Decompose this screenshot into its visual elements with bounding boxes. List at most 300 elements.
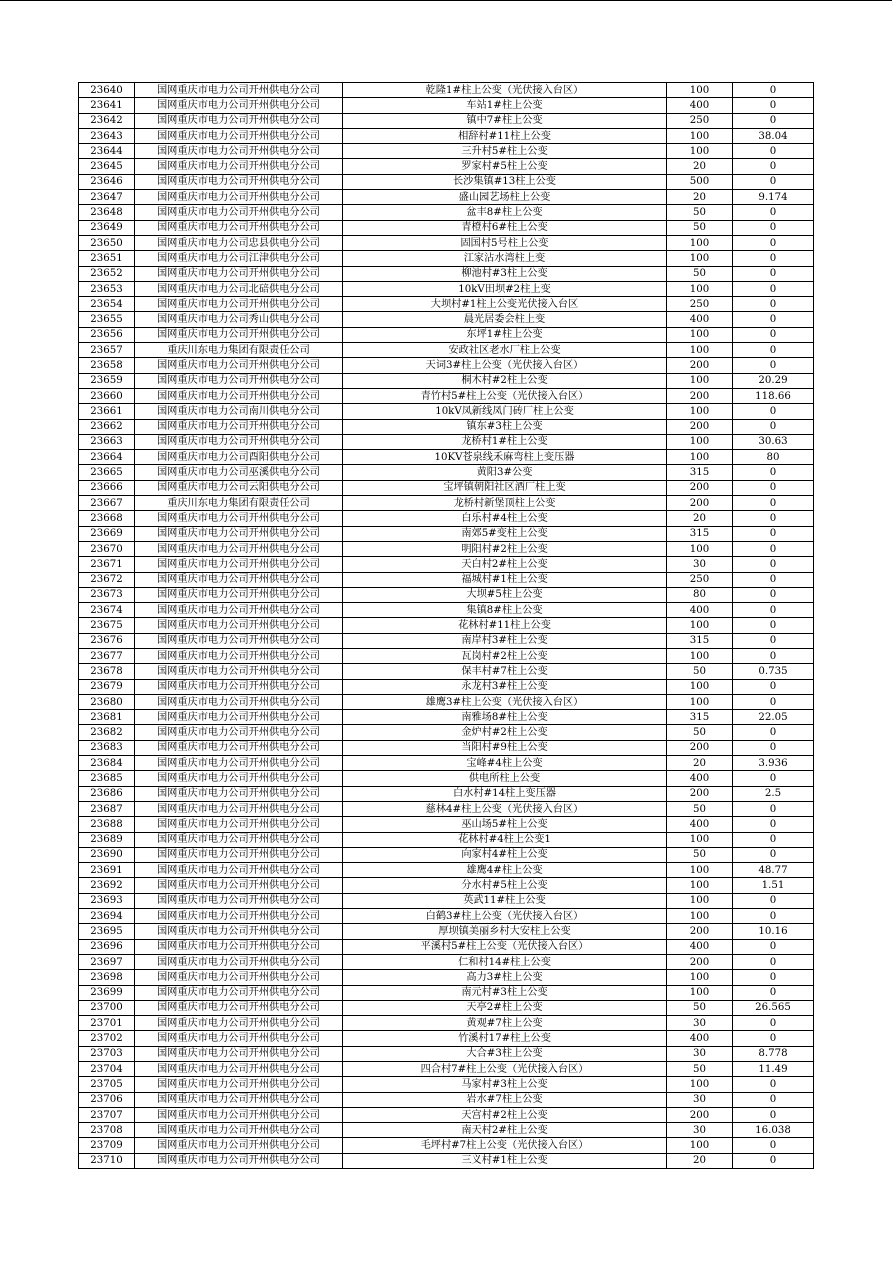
transformer-name-cell: 南雅场8#柱上公变 [343,710,667,725]
capacity-cell: 100 [667,541,733,556]
capacity-cell: 400 [667,98,733,113]
transformer-name-cell: 南岸村3#柱上公变 [343,633,667,648]
transformer-name-cell: 龙桥村新堡顶柱上公变 [343,496,667,511]
table-row [79,1107,814,1122]
capacity-cell: 100 [667,281,733,296]
table-row [79,1031,814,1046]
table-row [79,756,814,771]
row-id-cell: 23706 [79,1092,135,1107]
row-id-cell: 23683 [79,740,135,755]
company-cell: 国网重庆市电力公司开州供电分公司 [135,679,343,694]
transformer-name-cell: 长沙集镇#13柱上公变 [343,174,667,189]
capacity-cell: 100 [667,327,733,342]
capacity-cell: 50 [667,1000,733,1015]
value-cell: 0 [733,603,814,618]
company-cell: 国网重庆市电力公司开州供电分公司 [135,572,343,587]
table-row [79,863,814,878]
company-cell: 国网重庆市电力公司开州供电分公司 [135,863,343,878]
capacity-cell: 50 [667,1062,733,1077]
row-id-cell: 23687 [79,801,135,816]
transformer-name-cell: 罗家村#5柱上公变 [343,159,667,174]
value-cell: 0 [733,1077,814,1092]
capacity-cell: 50 [667,847,733,862]
row-id-cell: 23689 [79,832,135,847]
table-row [79,144,814,159]
company-cell: 国网重庆市电力公司开州供电分公司 [135,970,343,985]
capacity-cell: 100 [667,648,733,663]
table-row [79,1046,814,1061]
company-cell: 国网重庆市电力公司开州供电分公司 [135,419,343,434]
capacity-cell: 100 [667,694,733,709]
capacity-cell: 400 [667,771,733,786]
transformer-name-cell: 供电所柱上公变 [343,771,667,786]
company-cell: 国网重庆市电力公司开州供电分公司 [135,220,343,235]
transformer-name-cell: 集镇8#柱上公变 [343,603,667,618]
company-cell: 国网重庆市电力公司开州供电分公司 [135,83,343,98]
value-cell: 0 [733,480,814,495]
value-cell: 3.936 [733,756,814,771]
capacity-cell: 100 [667,251,733,266]
value-cell: 0 [733,251,814,266]
value-cell: 0 [733,633,814,648]
capacity-cell: 100 [667,343,733,358]
value-cell: 0 [733,404,814,419]
transformer-name-cell: 盛山园艺场柱上公变 [343,190,667,205]
transformer-name-cell: 10kV凤新线凤门砖厂柱上公变 [343,404,667,419]
transformer-name-cell: 宝坪镇朝阳社区酒厂柱上变 [343,480,667,495]
row-id-cell: 23702 [79,1031,135,1046]
company-cell: 国网重庆市电力公司开州供电分公司 [135,1062,343,1077]
row-id-cell: 23686 [79,786,135,801]
value-cell: 10.16 [733,924,814,939]
row-id-cell: 23696 [79,939,135,954]
row-id-cell: 23697 [79,954,135,969]
table-row [79,541,814,556]
transformer-name-cell: 乾隆1#柱上公变（光伏接入台区） [343,83,667,98]
row-id-cell: 23680 [79,694,135,709]
capacity-cell: 100 [667,893,733,908]
table-row [79,1138,814,1153]
value-cell: 0 [733,159,814,174]
table-row [79,786,814,801]
capacity-cell: 250 [667,572,733,587]
company-cell: 国网重庆市电力公司开州供电分公司 [135,144,343,159]
value-cell: 0 [733,327,814,342]
row-id-cell: 23665 [79,465,135,480]
capacity-cell: 200 [667,388,733,403]
row-id-cell: 23658 [79,358,135,373]
row-id-cell: 23670 [79,541,135,556]
company-cell: 国网重庆市电力公司秀山供电分公司 [135,312,343,327]
transformer-name-cell: 仁和村14#柱上公变 [343,954,667,969]
value-cell: 11.49 [733,1062,814,1077]
table-row [79,633,814,648]
row-id-cell: 23681 [79,710,135,725]
value-cell: 0 [733,557,814,572]
transformer-name-cell: 花林村#11柱上公变 [343,618,667,633]
capacity-cell: 100 [667,128,733,143]
row-id-cell: 23672 [79,572,135,587]
company-cell: 国网重庆市电力公司开州供电分公司 [135,924,343,939]
value-cell: 0 [733,541,814,556]
company-cell: 国网重庆市电力公司开州供电分公司 [135,266,343,281]
company-cell: 国网重庆市电力公司开州供电分公司 [135,771,343,786]
company-cell: 国网重庆市电力公司开州供电分公司 [135,297,343,312]
table-row [79,205,814,220]
value-cell: 0 [733,1138,814,1153]
company-cell: 国网重庆市电力公司开州供电分公司 [135,434,343,449]
row-id-cell: 23707 [79,1107,135,1122]
value-cell: 0 [733,648,814,663]
transformer-name-cell: 四合村7#柱上公变（光伏接入台区） [343,1062,667,1077]
table-row [79,235,814,250]
table-row [79,618,814,633]
company-cell: 国网重庆市电力公司南川供电分公司 [135,404,343,419]
company-cell: 国网重庆市电力公司开州供电分公司 [135,541,343,556]
transformer-name-cell: 10kV田坝#2柱上变 [343,281,667,296]
table-row [79,480,814,495]
row-id-cell: 23671 [79,557,135,572]
value-cell: 0 [733,618,814,633]
transformer-name-cell: 黄阳3#公变 [343,465,667,480]
transformer-name-cell: 慈林4#柱上公变（光伏接入台区） [343,801,667,816]
row-id-cell: 23684 [79,756,135,771]
value-cell: 0 [733,419,814,434]
row-id-cell: 23660 [79,388,135,403]
value-cell: 0 [733,832,814,847]
value-cell: 0 [733,312,814,327]
table-row [79,404,814,419]
company-cell: 国网重庆市电力公司开州供电分公司 [135,557,343,572]
company-cell: 国网重庆市电力公司开州供电分公司 [135,740,343,755]
capacity-cell: 80 [667,587,733,602]
company-cell: 国网重庆市电力公司开州供电分公司 [135,893,343,908]
company-cell: 国网重庆市电力公司开州供电分公司 [135,113,343,128]
row-id-cell: 23688 [79,817,135,832]
table-row [79,893,814,908]
table-row [79,1000,814,1015]
company-cell: 国网重庆市电力公司开州供电分公司 [135,603,343,618]
transformer-name-cell: 盆丰8#柱上公变 [343,205,667,220]
company-cell: 国网重庆市电力公司开州供电分公司 [135,388,343,403]
row-id-cell: 23710 [79,1153,135,1168]
capacity-cell: 200 [667,786,733,801]
company-cell: 国网重庆市电力公司开州供电分公司 [135,1123,343,1138]
row-id-cell: 23674 [79,603,135,618]
transformer-name-cell: 保丰村#7柱上公变 [343,664,667,679]
row-id-cell: 23649 [79,220,135,235]
capacity-cell: 200 [667,740,733,755]
capacity-cell: 315 [667,633,733,648]
transformer-name-cell: 当阳村#9柱上公变 [343,740,667,755]
transformer-name-cell: 车站1#柱上公变 [343,98,667,113]
row-id-cell: 23655 [79,312,135,327]
table-row [79,1062,814,1077]
company-cell: 国网重庆市电力公司开州供电分公司 [135,832,343,847]
value-cell: 1.51 [733,878,814,893]
table-row [79,954,814,969]
company-cell: 国网重庆市电力公司开州供电分公司 [135,358,343,373]
table-row [79,465,814,480]
capacity-cell: 100 [667,832,733,847]
value-cell: 0 [733,297,814,312]
capacity-cell: 20 [667,1153,733,1168]
company-cell: 国网重庆市电力公司开州供电分公司 [135,205,343,220]
table-row [79,266,814,281]
capacity-cell: 20 [667,756,733,771]
value-cell: 22.05 [733,710,814,725]
row-id-cell: 23704 [79,1062,135,1077]
capacity-cell: 100 [667,618,733,633]
transformer-name-cell: 大合#3柱上公变 [343,1046,667,1061]
row-id-cell: 23648 [79,205,135,220]
transformer-name-cell: 龙桥村1#柱上公变 [343,434,667,449]
capacity-cell: 100 [667,450,733,465]
transformer-name-cell: 江家沾水湾柱上变 [343,251,667,266]
table-row [79,327,814,342]
row-id-cell: 23651 [79,251,135,266]
transformer-name-cell: 固国村5号柱上公变 [343,235,667,250]
capacity-cell: 30 [667,1092,733,1107]
company-cell: 国网重庆市电力公司开州供电分公司 [135,1153,343,1168]
capacity-cell: 100 [667,434,733,449]
transformer-name-cell: 黄观#7柱上公变 [343,1016,667,1031]
value-cell: 0 [733,587,814,602]
transformer-name-cell: 永龙村3#柱上公变 [343,679,667,694]
company-cell: 国网重庆市电力公司开州供电分公司 [135,373,343,388]
transformer-name-cell: 花林村#4柱上公变1 [343,832,667,847]
value-cell: 0 [733,83,814,98]
transformer-name-cell: 雄鹰3#柱上公变（光伏接入台区） [343,694,667,709]
capacity-cell: 50 [667,220,733,235]
company-cell: 国网重庆市电力公司开州供电分公司 [135,756,343,771]
row-id-cell: 23657 [79,343,135,358]
transformer-name-cell: 三升村5#柱上公变 [343,144,667,159]
row-id-cell: 23646 [79,174,135,189]
value-cell: 0 [733,1016,814,1031]
table-row [79,220,814,235]
table-row [79,740,814,755]
transformer-name-cell: 南元村#3柱上公变 [343,985,667,1000]
capacity-cell: 20 [667,511,733,526]
value-cell: 0 [733,725,814,740]
capacity-cell: 100 [667,83,733,98]
transformer-name-cell: 向家村4#柱上公变 [343,847,667,862]
capacity-cell: 500 [667,174,733,189]
row-id-cell: 23641 [79,98,135,113]
capacity-cell: 100 [667,1077,733,1092]
value-cell: 0 [733,266,814,281]
capacity-cell: 200 [667,954,733,969]
company-cell: 国网重庆市电力公司开州供电分公司 [135,1046,343,1061]
capacity-cell: 200 [667,924,733,939]
transformer-name-cell: 天词3#柱上公变（光伏接入台区） [343,358,667,373]
row-id-cell: 23695 [79,924,135,939]
company-cell: 国网重庆市电力公司开州供电分公司 [135,1092,343,1107]
company-cell: 国网重庆市电力公司开州供电分公司 [135,1077,343,1092]
company-cell: 国网重庆市电力公司北碚供电分公司 [135,281,343,296]
table-row [79,174,814,189]
table-row [79,450,814,465]
company-cell: 国网重庆市电力公司开州供电分公司 [135,664,343,679]
company-cell: 国网重庆市电力公司开州供电分公司 [135,526,343,541]
table-row [79,358,814,373]
transformer-name-cell: 柳池村#3柱上公变 [343,266,667,281]
transformer-name-cell: 10KV苍泉线禾麻弯柱上变压器 [343,450,667,465]
table-row [79,373,814,388]
company-cell: 国网重庆市电力公司江津供电分公司 [135,251,343,266]
table-row [79,511,814,526]
transformer-name-cell: 镇中7#柱上公变 [343,113,667,128]
transformer-name-cell: 高力3#柱上公变 [343,970,667,985]
table-row [79,343,814,358]
transformer-name-cell: 白水村#14柱上变压器 [343,786,667,801]
row-id-cell: 23664 [79,450,135,465]
table-row [79,297,814,312]
row-id-cell: 23691 [79,863,135,878]
table-row [79,847,814,862]
company-cell: 国网重庆市电力公司开州供电分公司 [135,847,343,862]
capacity-cell: 100 [667,679,733,694]
row-id-cell: 23663 [79,434,135,449]
transformer-name-cell: 瓦岗村#2柱上公变 [343,648,667,663]
table-row [79,388,814,403]
row-id-cell: 23662 [79,419,135,434]
capacity-cell: 100 [667,863,733,878]
value-cell: 118.66 [733,388,814,403]
value-cell: 0 [733,801,814,816]
row-id-cell: 23653 [79,281,135,296]
row-id-cell: 23654 [79,297,135,312]
table-body [79,83,814,1169]
capacity-cell: 400 [667,817,733,832]
company-cell: 国网重庆市电力公司开州供电分公司 [135,618,343,633]
capacity-cell: 100 [667,878,733,893]
company-cell: 国网重庆市电力公司开州供电分公司 [135,190,343,205]
table-row [79,526,814,541]
table-row [79,710,814,725]
company-cell: 国网重庆市电力公司开州供电分公司 [135,725,343,740]
row-id-cell: 23708 [79,1123,135,1138]
company-cell: 国网重庆市电力公司开州供电分公司 [135,1138,343,1153]
company-cell: 国网重庆市电力公司云阳供电分公司 [135,480,343,495]
table-row [79,1092,814,1107]
company-cell: 国网重庆市电力公司开州供电分公司 [135,878,343,893]
transformer-name-cell: 分水村#5柱上公变 [343,878,667,893]
capacity-cell: 50 [667,664,733,679]
value-cell: 0 [733,893,814,908]
page-top-rule [0,0,892,1]
capacity-cell: 200 [667,480,733,495]
capacity-cell: 200 [667,1107,733,1122]
row-id-cell: 23647 [79,190,135,205]
transformer-name-cell: 雄鹰4#柱上公变 [343,863,667,878]
table-row [79,970,814,985]
table-row [79,771,814,786]
value-cell: 0 [733,235,814,250]
transformer-name-cell: 南郊5#变柱上公变 [343,526,667,541]
transformer-name-cell: 三义村#1柱上公变 [343,1153,667,1168]
company-cell: 国网重庆市电力公司开州供电分公司 [135,648,343,663]
value-cell: 0 [733,1107,814,1122]
value-cell: 0 [733,113,814,128]
row-id-cell: 23690 [79,847,135,862]
capacity-cell: 30 [667,557,733,572]
table-row [79,1077,814,1092]
table-row [79,1016,814,1031]
company-cell: 国网重庆市电力公司开州供电分公司 [135,159,343,174]
row-id-cell: 23661 [79,404,135,419]
value-cell: 0 [733,939,814,954]
table-row [79,664,814,679]
row-id-cell: 23705 [79,1077,135,1092]
capacity-cell: 50 [667,205,733,220]
capacity-cell: 250 [667,113,733,128]
row-id-cell: 23659 [79,373,135,388]
transformer-name-cell: 岩水#7柱上公变 [343,1092,667,1107]
row-id-cell: 23694 [79,909,135,924]
table-row [79,113,814,128]
row-id-cell: 23677 [79,648,135,663]
capacity-cell: 315 [667,465,733,480]
row-id-cell: 23656 [79,327,135,342]
company-cell: 国网重庆市电力公司开州供电分公司 [135,786,343,801]
table-row [79,128,814,143]
value-cell: 0 [733,343,814,358]
capacity-cell: 100 [667,144,733,159]
company-cell: 国网重庆市电力公司开州供电分公司 [135,939,343,954]
transformer-name-cell: 福城村#1柱上公变 [343,572,667,587]
capacity-cell: 100 [667,985,733,1000]
row-id-cell: 23640 [79,83,135,98]
table-row [79,587,814,602]
row-id-cell: 23703 [79,1046,135,1061]
table-row [79,190,814,205]
table-row [79,572,814,587]
value-cell: 2.5 [733,786,814,801]
row-id-cell: 23645 [79,159,135,174]
value-cell: 0.735 [733,664,814,679]
table-row [79,679,814,694]
capacity-cell: 100 [667,970,733,985]
company-cell: 国网重庆市电力公司开州供电分公司 [135,1107,343,1122]
row-id-cell: 23669 [79,526,135,541]
row-id-cell: 23642 [79,113,135,128]
row-id-cell: 23643 [79,128,135,143]
table-row [79,557,814,572]
capacity-cell: 315 [667,710,733,725]
value-cell: 0 [733,954,814,969]
row-id-cell: 23709 [79,1138,135,1153]
transformer-name-cell: 青橙村6#柱上公变 [343,220,667,235]
company-cell: 国网重庆市电力公司开州供电分公司 [135,511,343,526]
table-row [79,801,814,816]
capacity-cell: 20 [667,159,733,174]
transformer-name-cell: 厚坝镇美丽乡村大安柱上公变 [343,924,667,939]
value-cell: 0 [733,817,814,832]
capacity-cell: 30 [667,1046,733,1061]
value-cell: 26.565 [733,1000,814,1015]
capacity-cell: 200 [667,358,733,373]
capacity-cell: 100 [667,909,733,924]
table-row [79,603,814,618]
row-id-cell: 23682 [79,725,135,740]
company-cell: 国网重庆市电力公司开州供电分公司 [135,128,343,143]
capacity-cell: 400 [667,603,733,618]
row-id-cell: 23668 [79,511,135,526]
capacity-cell: 30 [667,1123,733,1138]
capacity-cell: 315 [667,526,733,541]
